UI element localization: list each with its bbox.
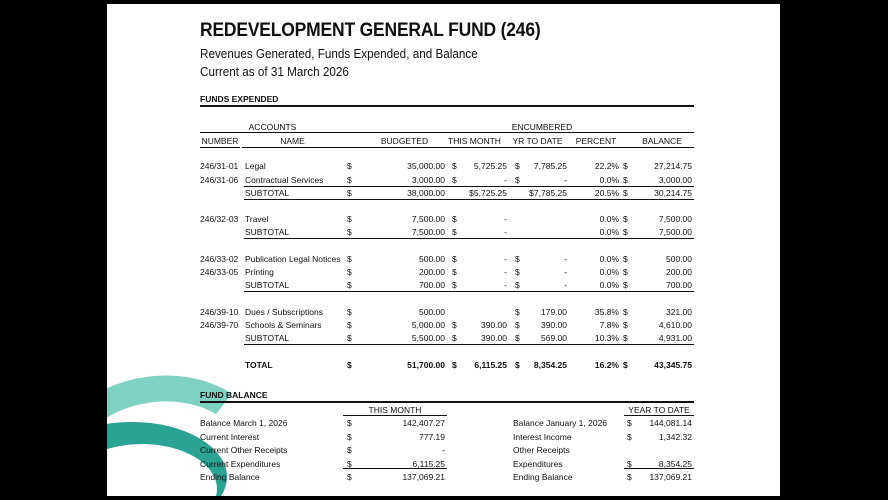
accounts-rule — [200, 132, 345, 133]
account-number: 246/33-02 — [200, 254, 239, 264]
account-name: Legal — [245, 161, 266, 171]
dollar-sign: $ — [515, 280, 520, 290]
fb-underline — [624, 468, 694, 469]
account-number: 246/31-01 — [200, 161, 239, 171]
col-name: NAME — [280, 136, 305, 146]
encumbered-group-header: ENCUMBERED — [511, 122, 573, 132]
col-budgeted: BUDGETED — [380, 136, 429, 146]
ytd-value: - — [564, 254, 567, 264]
dollar-sign: $ — [347, 227, 352, 237]
this-month-value: - — [504, 267, 507, 277]
fb-left-value: 6,115.25 — [412, 459, 445, 469]
this-month-value: - — [504, 227, 507, 237]
dollar-sign: $ — [452, 175, 457, 185]
fb-left-label: Current Other Receipts — [200, 445, 288, 455]
percent-value: 7.8% — [599, 320, 619, 330]
budgeted-value: 7,500.00 — [411, 227, 445, 237]
encumbered-rule — [343, 132, 694, 133]
balance-value: 200.00 — [666, 267, 692, 277]
balance-value: 321.00 — [666, 307, 692, 317]
this-month-value: 390.00 — [481, 320, 507, 330]
dollar-sign: $ — [452, 267, 457, 277]
fb-ytd-header: YEAR TO DATE — [628, 405, 690, 415]
percent-value: 16.2% — [594, 360, 619, 370]
dollar-sign: $ — [452, 360, 457, 370]
dollar-sign: $ — [515, 175, 520, 185]
dollar-sign: $ — [452, 280, 457, 290]
ytd-value: - — [564, 175, 567, 185]
this-month-value: 5,725.25 — [473, 161, 507, 171]
fb-left-label: Current Interest — [200, 432, 260, 442]
dollar-sign: $ — [623, 280, 628, 290]
col-this-month: THIS MONTH — [448, 136, 501, 146]
header-rule — [200, 147, 240, 148]
fb-right-label: Interest Income — [513, 432, 572, 442]
dollar-sign: $ — [515, 360, 520, 370]
budgeted-value: 200.00 — [419, 267, 445, 277]
report-slide — [107, 4, 780, 496]
balance-value: 3,000.00 — [658, 175, 692, 185]
budgeted-value: 5,500.00 — [411, 333, 445, 343]
subtotal-underline — [244, 238, 694, 239]
subtotal-underline — [244, 291, 694, 292]
dollar-sign: $ — [623, 267, 628, 277]
dollar-sign: $ — [347, 472, 352, 482]
fb-right-value: 8,354.25 — [658, 459, 692, 469]
dollar-sign: $ — [515, 267, 520, 277]
dollar-sign: $ — [515, 320, 520, 330]
balance-value: 4,610.00 — [658, 320, 692, 330]
dollar-sign: $ — [347, 360, 352, 370]
fb-left-label: Current Expenditures — [200, 459, 281, 469]
percent-value: 0.0% — [599, 267, 619, 277]
balance-value: 500.00 — [666, 254, 692, 264]
ytd-value: 7,785.25 — [533, 161, 567, 171]
ytd-value: 569.00 — [541, 333, 567, 343]
balance-value: 43,345.75 — [654, 360, 692, 370]
this-month-value: - — [504, 175, 507, 185]
fb-right-label: Expenditures — [513, 459, 563, 469]
this-month-value: 390.00 — [481, 333, 507, 343]
percent-value: 20.5% — [594, 188, 619, 198]
this-month-value: - — [504, 280, 507, 290]
dollar-sign: $ — [347, 280, 352, 290]
account-number: 246/32-03 — [200, 214, 239, 224]
dollar-sign: $ — [623, 175, 628, 185]
fb-left-label: Balance March 1, 2026 — [200, 418, 288, 428]
row-underline — [244, 186, 694, 187]
dollar-sign: $ — [627, 418, 632, 428]
dollar-sign: $ — [623, 227, 628, 237]
fb-left-value: 777.19 — [419, 432, 445, 442]
dollar-sign: $ — [452, 227, 457, 237]
percent-value: 10.3% — [594, 333, 619, 343]
report-subtitle: Revenues Generated, Funds Expended, and Balance — [200, 46, 478, 61]
dollar-sign: $ — [452, 161, 457, 171]
fb-right-label: Other Receipts — [513, 445, 570, 455]
fund-balance-title: FUND BALANCE — [200, 390, 268, 400]
account-number: 246/33-05 — [200, 267, 239, 277]
fb-left-label: Ending Balance — [200, 472, 260, 482]
subtotal-label: SUBTOTAL — [245, 227, 290, 237]
dollar-sign: $ — [452, 254, 457, 264]
ytd-value: - — [564, 267, 567, 277]
dollar-sign: $ — [623, 360, 628, 370]
dollar-sign: $ — [452, 214, 457, 224]
dollar-sign: $ — [347, 333, 352, 343]
dollar-sign: $ — [515, 307, 520, 317]
ytd-value: 390.00 — [541, 320, 567, 330]
fb-this-month-header: THIS MONTH — [368, 405, 422, 415]
fb-right-label: Balance January 1, 2026 — [513, 418, 608, 428]
col-balance: BALANCE — [642, 136, 682, 146]
account-number: 246/31-06 — [200, 175, 239, 185]
account-name: Dues / Subscriptions — [245, 307, 323, 317]
fb-left-value: 137,069.21 — [402, 472, 445, 482]
balance-value: 7,500.00 — [658, 227, 692, 237]
budgeted-value: 51,700.00 — [407, 360, 445, 370]
ytd-value: 179.00 — [541, 307, 567, 317]
percent-value: 0.0% — [599, 227, 619, 237]
dollar-sign: $ — [347, 214, 352, 224]
budgeted-value: 500.00 — [419, 254, 445, 264]
fb-right-value: 144,081.14 — [649, 418, 692, 428]
dollar-sign: $ — [623, 214, 628, 224]
this-month-value: 6,115.25 — [474, 360, 507, 370]
account-name: Publication Legal Notices — [245, 254, 341, 264]
dollar-sign: $ — [623, 161, 628, 171]
dollar-sign: $ — [452, 333, 457, 343]
balance-value: 7,500.00 — [658, 214, 692, 224]
subtotal-label: SUBTOTAL — [245, 280, 290, 290]
dollar-sign: $ — [623, 320, 628, 330]
balance-value: 4,931.00 — [658, 333, 692, 343]
balance-value: 700.00 — [666, 280, 692, 290]
budgeted-value: 38,000.00 — [407, 188, 445, 198]
fb-right-label: Ending Balance — [513, 472, 573, 482]
dollar-sign: $ — [623, 254, 628, 264]
dollar-sign: $ — [515, 161, 520, 171]
dollar-sign: $ — [452, 320, 457, 330]
subtotal-underline — [244, 344, 694, 345]
funds-expended-title: FUNDS EXPENDED — [200, 94, 279, 104]
fb-header-rule — [343, 415, 447, 416]
percent-value: 0.0% — [599, 175, 619, 185]
dollar-sign: $ — [623, 307, 628, 317]
account-name: Schools & Seminars — [245, 320, 322, 330]
dollar-sign: $ — [515, 254, 520, 264]
subtotal-label: TOTAL — [245, 360, 273, 370]
col-percent: PERCENT — [575, 136, 617, 146]
account-number: 246/39-10 — [200, 307, 239, 317]
account-name: Contractual Services — [245, 175, 324, 185]
percent-value: 0.0% — [599, 280, 619, 290]
section-rule — [200, 105, 694, 107]
budgeted-value: 500.00 — [419, 307, 445, 317]
section-rule — [200, 401, 694, 403]
budgeted-value: 5,000.00 — [411, 320, 445, 330]
dollar-sign: $ — [347, 175, 352, 185]
dollar-sign: $ — [347, 161, 352, 171]
percent-value: 35.8% — [594, 307, 619, 317]
subtotal-underline — [244, 199, 694, 200]
account-number: 246/39-70 — [200, 320, 239, 330]
dollar-sign: $ — [347, 320, 352, 330]
fb-right-value: 1,342.32 — [658, 432, 692, 442]
fb-header-rule — [624, 415, 694, 416]
dollar-sign: $ — [623, 188, 628, 198]
dollar-sign: $ — [347, 307, 352, 317]
dollar-sign: $ — [515, 333, 520, 343]
header-rule — [242, 147, 345, 148]
balance-value: 27,214.75 — [654, 161, 692, 171]
dollar-sign: $ — [347, 267, 352, 277]
balance-value: 30,214.75 — [654, 188, 692, 198]
budgeted-value: 700.00 — [419, 280, 445, 290]
col-number: NUMBER — [201, 136, 239, 146]
accounts-group-header: ACCOUNTS — [248, 122, 297, 132]
budgeted-value: 35,000.00 — [407, 161, 445, 171]
report-title: REDEVELOPMENT GENERAL FUND (246) — [200, 20, 541, 41]
col-ytd: YR TO DATE — [512, 136, 563, 146]
this-month-value: - — [504, 254, 507, 264]
ytd-value: 8,354.25 — [533, 360, 567, 370]
dollar-sign: $ — [347, 188, 352, 198]
dollar-sign: $ — [627, 432, 632, 442]
dollar-sign: $ — [627, 472, 632, 482]
budgeted-value: 7,500.00 — [411, 214, 445, 224]
fb-left-value: 142,407.27 — [402, 418, 445, 428]
this-month-value: - — [504, 214, 507, 224]
fb-underline — [343, 468, 447, 469]
dollar-sign: $ — [347, 254, 352, 264]
current-as-of: Current as of 31 March 2026 — [200, 64, 349, 79]
dollar-sign: $ — [347, 418, 352, 428]
ytd-value: $7,785.25 — [529, 188, 567, 198]
dollar-sign: $ — [347, 432, 352, 442]
budgeted-value: 3,000.00 — [411, 175, 445, 185]
this-month-value: $5,725.25 — [469, 188, 507, 198]
ytd-value: - — [564, 280, 567, 290]
fb-right-value: 137,069.21 — [649, 472, 692, 482]
subtotal-label: SUBTOTAL — [245, 188, 290, 198]
subtotal-label: SUBTOTAL — [245, 333, 290, 343]
fb-left-value: - — [442, 445, 445, 455]
percent-value: 22.2% — [594, 161, 619, 171]
dollar-sign: $ — [623, 333, 628, 343]
dollar-sign: $ — [627, 459, 632, 469]
header-rule — [343, 147, 694, 148]
percent-value: 0.0% — [599, 254, 619, 264]
dollar-sign: $ — [347, 459, 352, 469]
account-name: Travel — [245, 214, 269, 224]
account-name: Printing — [245, 267, 274, 277]
dollar-sign: $ — [347, 445, 352, 455]
percent-value: 0.0% — [599, 214, 619, 224]
